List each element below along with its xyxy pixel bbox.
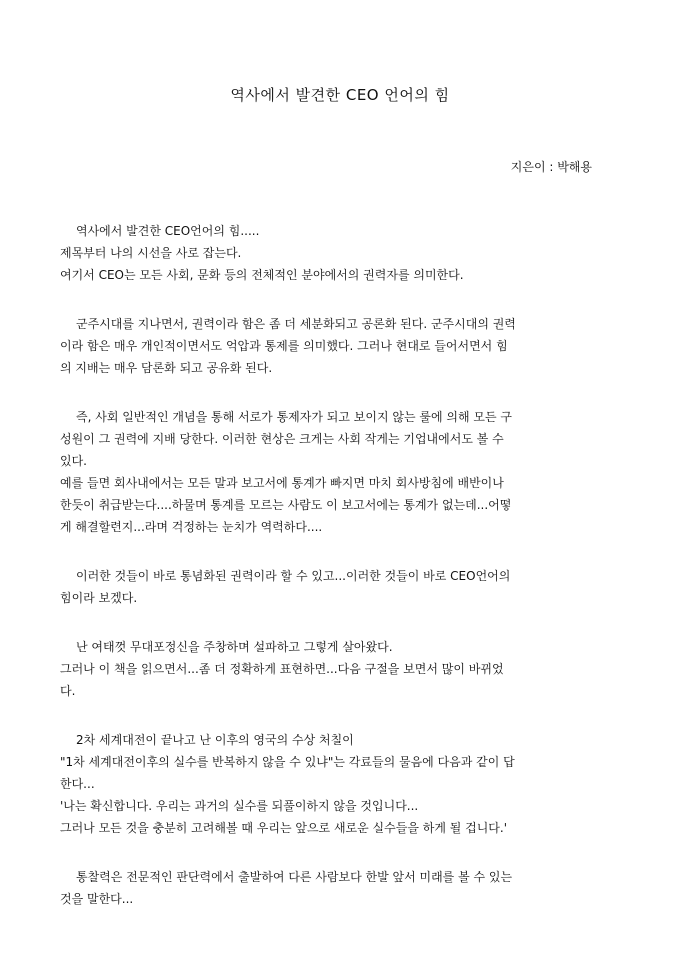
paragraph-line: 군주시대를 지나면서, 권력이라 함은 좀 더 세분화되고 공론화 된다. 군주시대의 권력: [76, 317, 516, 331]
paragraph-line: 이러한 것들이 바로 통념화된 권력이라 할 수 있고...이러한 것들이 바로 CEO언어의: [76, 569, 511, 583]
paragraph-line: 난 여태껏 무대포정신을 주창하며 설파하고 그렇게 살아왔다.: [76, 640, 393, 654]
paragraph-line: 여기서 CEO는 모든 사회, 문화 등의 전체적인 분야에서의 권력자를 의미한다.: [60, 268, 464, 282]
paragraph-line: 예를 들면 회사내에서는 모든 말과 보고서에 통계가 빠지면 마치 회사방침에 배반이나: [60, 476, 504, 490]
paragraph-line: 힘이라 보겠다.: [60, 591, 138, 605]
paragraph-line: 의 지배는 매우 담론화 되고 공유화 된다.: [60, 361, 273, 375]
document-title: 역사에서 발견한 CEO 언어의 힘: [230, 86, 450, 104]
paragraph-line: 통찰력은 전문적인 판단력에서 출발하여 다른 사람보다 한발 앞서 미래를 볼 수 있는: [76, 870, 513, 884]
paragraph-line: 제목부터 나의 시선을 사로 잡는다.: [60, 246, 242, 260]
paragraph-line: '나는 확신합니다. 우리는 과거의 실수를 되풀이하지 않을 것입니다...: [60, 799, 419, 813]
paragraph-line: 2차 세계대전이 끝나고 난 이후의 영국의 수상 처칠이: [76, 733, 354, 747]
paragraph-line: 역사에서 발견한 CEO언어의 힘.....: [76, 224, 260, 238]
paragraph-line: 그러나 모든 것을 충분히 고려해볼 때 우리는 앞으로 새로운 실수들을 하게 될 겁니다.': [60, 821, 508, 835]
paragraph-line: 한듯이 취급받는다....하물며 통계를 모르는 사람도 이 보고서에는 통계가 없는데...어떻: [60, 498, 512, 512]
paragraph: [60, 565, 622, 609]
document-body: [60, 220, 622, 937]
paragraph-line: "1차 세계대전이후의 실수를 반복하지 않을 수 있냐"는 각료들의 물음에 다음과 같이 답: [60, 755, 515, 769]
paragraph-line: 한다...: [60, 777, 95, 791]
paragraph-line: 있다.: [60, 454, 87, 468]
paragraph: [60, 729, 622, 839]
paragraph: [60, 220, 622, 286]
paragraph-line: 것을 말한다...: [60, 892, 134, 906]
paragraph-line: 게 해결할련지...라며 걱정하는 눈치가 역력하다....: [60, 520, 323, 534]
paragraph: [60, 866, 622, 910]
paragraph: [60, 406, 622, 538]
paragraph: [60, 636, 622, 702]
paragraph-line: 다.: [60, 684, 76, 698]
paragraph-line: 성원이 그 권력에 지배 당한다. 이러한 현상은 크게는 사회 작게는 기업내에서도 볼 수: [60, 432, 504, 446]
paragraph: [60, 313, 622, 379]
paragraph-line: 그러나 이 책을 읽으면서...좀 더 정확하게 표현하면...다음 구절을 보면서 많이 바뀌었: [60, 662, 504, 676]
paragraph-line: 즉, 사회 일반적인 개념을 통해 서로가 통제자가 되고 보이지 않는 룰에 의해 모든 구: [76, 410, 512, 424]
author-line: 지은이 : 박해용: [510, 160, 592, 174]
paragraph-line: 이라 함은 매우 개인적이면서도 억압과 통제를 의미했다. 그러나 현대로 들어서면서 힘: [60, 339, 508, 353]
